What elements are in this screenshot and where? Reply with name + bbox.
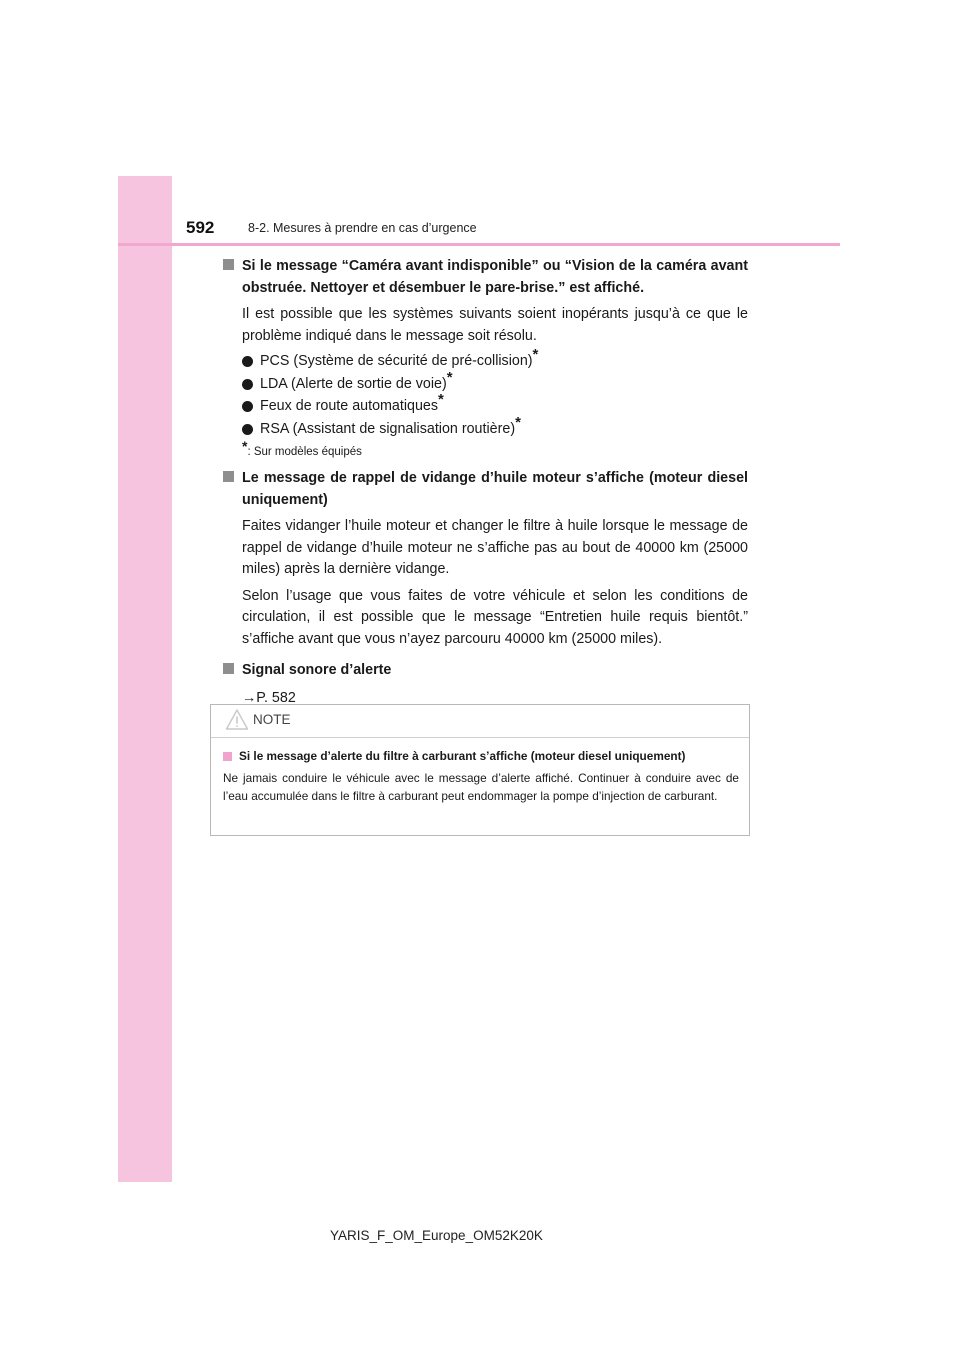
paragraph: Faites vidanger l’huile moteur et changer le filtre à huile lorsque le message de rappel de vidange d’huile moteur ne s’affiche pas au bout de 40000 km (25000 miles) après la dernière vidange.: [242, 518, 748, 577]
note-header: [211, 705, 749, 738]
section-title-oil: Le message de rappel de vidange d’huile moteur s’affiche (moteur diesel uniquement): [242, 470, 748, 508]
footnote: [242, 438, 748, 458]
list-item: [242, 413, 748, 441]
warning-triangle-icon: [225, 708, 249, 737]
page-number: 592: [186, 218, 215, 237]
square-bullet-icon: [223, 752, 232, 761]
footnote-marker: *: [446, 368, 453, 386]
footnote-marker: *: [242, 438, 248, 454]
square-bullet-icon: [223, 471, 234, 482]
section-warning-buzzer: [220, 660, 748, 708]
bullet-dot-icon: [242, 424, 253, 435]
footnote-marker: *: [438, 391, 444, 408]
list-item: [242, 368, 748, 396]
section-camera-message: [220, 256, 748, 458]
section-title-camera: Si le message “Caméra avant indisponible” ou “Vision de la caméra avant obstruée. Nettoyer et désembuer le pare-brise.” est affiché.: [242, 258, 748, 296]
footnote-marker: *: [532, 346, 539, 363]
systems-list: [242, 346, 748, 440]
note-body: [211, 738, 749, 805]
square-bullet-icon: [223, 259, 234, 270]
page-reference-link[interactable]: →P. 582: [242, 689, 296, 706]
list-item: [242, 391, 748, 418]
list-item-text: Feux de route automatiques: [260, 398, 439, 414]
square-bullet-icon: [223, 663, 234, 674]
list-item-text: RSA (Assistant de signalisation routière): [260, 420, 516, 437]
document-code: YARIS_F_OM_Europe_OM52K20K: [330, 1228, 543, 1243]
list-item-text: PCS (Système de sécurité de pré-collision): [260, 353, 533, 369]
bullet-dot-icon: [242, 356, 253, 367]
list-item-text: LDA (Alerte de sortie de voie): [260, 375, 447, 392]
section-intro: Il est possible que les systèmes suivants soient inopérants jusqu’à ce que le problème indiqué dans le message soit résolu.: [242, 306, 748, 344]
section-title-buzzer: Signal sonore d’alerte: [242, 662, 392, 678]
paragraph: Selon l’usage que vous faites de votre véhicule et selon les conditions de circulation, il est possible que le message “Entretien huile requis bientôt.” s’affiche avant que vous n’ayez parcouru 40000 km (25000 miles).: [242, 587, 748, 647]
note-title: [223, 748, 739, 765]
section-oil-reminder: [220, 468, 748, 650]
main-content: [220, 256, 748, 708]
header-rule: [118, 243, 840, 246]
section-title: 8-2. Mesures à prendre en cas d’urgence: [248, 221, 477, 235]
note-box: [210, 704, 750, 836]
note-label: NOTE: [253, 712, 291, 727]
note-text: Ne jamais conduire le véhicule avec le message d’alerte affiché. Continuer à conduire avec de l’eau accumulée dans le filtre à carburant peut endommager la pompe d’injection de carburant.: [223, 771, 739, 803]
note-title-text: Si le message d’alerte du filtre à carburant s’affiche (moteur diesel uniquement): [239, 749, 686, 763]
footnote-marker: *: [515, 413, 521, 431]
side-tab-band: [118, 176, 172, 1182]
footnote-text: : Sur modèles équipés: [247, 446, 362, 458]
bullet-dot-icon: [242, 379, 253, 390]
list-item: [242, 346, 748, 373]
bullet-dot-icon: [242, 401, 253, 412]
